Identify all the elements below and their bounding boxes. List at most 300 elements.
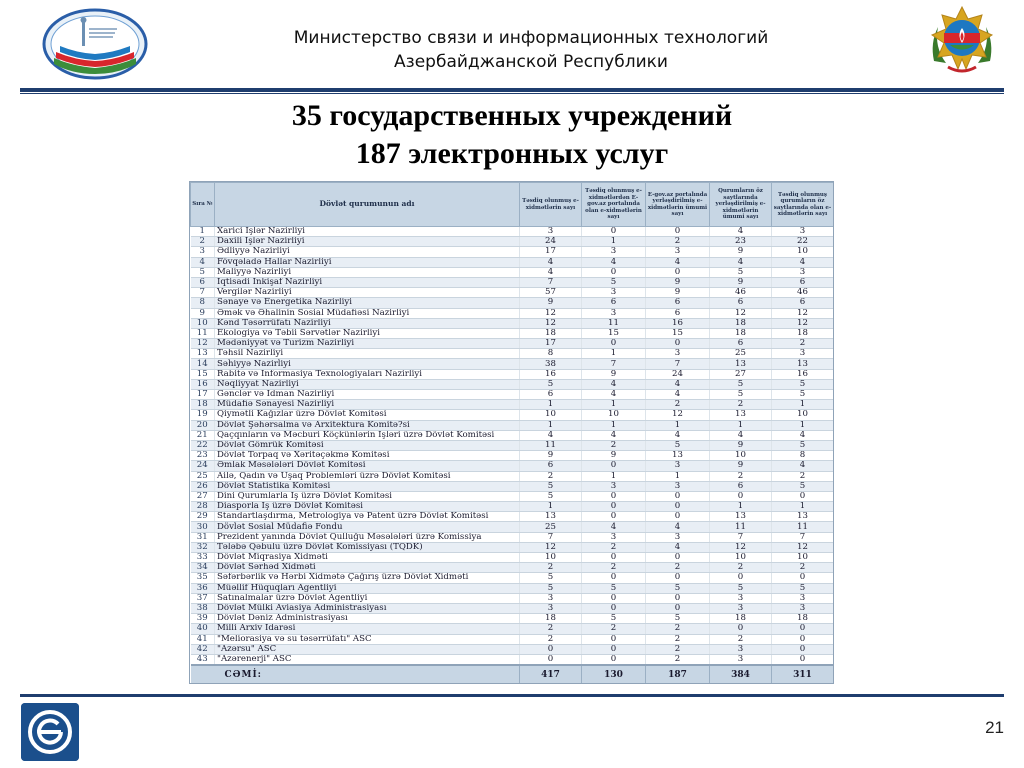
approved-count: 2: [520, 563, 582, 573]
row-index: 14: [191, 359, 215, 369]
approved-count: 5: [520, 583, 582, 593]
table-row: [191, 359, 834, 369]
approved-on-portal-count: 2: [582, 624, 646, 634]
approved-own-sites-count: 3: [772, 593, 834, 603]
approved-own-sites-count: 13: [772, 359, 834, 369]
approved-own-sites-count: 0: [772, 573, 834, 583]
approved-on-portal-count: 0: [582, 512, 646, 522]
own-sites-total-count: 3: [710, 603, 772, 613]
own-sites-total-count: 6: [710, 339, 772, 349]
approved-count: 38: [520, 359, 582, 369]
approved-on-portal-count: 4: [582, 390, 646, 400]
approved-own-sites-count: 5: [772, 583, 834, 593]
agency-name: Səhiyyə Nazirliyi: [215, 359, 520, 369]
approved-on-portal-count: 4: [582, 257, 646, 267]
portal-total-count: 12: [646, 410, 710, 420]
own-sites-total-count: 5: [710, 390, 772, 400]
portal-total-count: 1: [646, 420, 710, 430]
table-header-row: [191, 183, 834, 227]
approved-on-portal-count: 2: [582, 440, 646, 450]
approved-count: 57: [520, 288, 582, 298]
agency-name: Təhsil Nazirliyi: [215, 349, 520, 359]
approved-count: 5: [520, 491, 582, 501]
row-index: 39: [191, 614, 215, 624]
table-row: [191, 277, 834, 287]
approved-on-portal-count: 11: [582, 318, 646, 328]
approved-count: 3: [520, 227, 582, 237]
approved-own-sites-count: 5: [772, 481, 834, 491]
portal-total-count: 3: [646, 532, 710, 542]
approved-count: 2: [520, 471, 582, 481]
portal-total-count: 5: [646, 614, 710, 624]
approved-count: 16: [520, 369, 582, 379]
table-row: [191, 654, 834, 665]
total-approved-own-sites: 311: [772, 665, 834, 684]
approved-count: 9: [520, 451, 582, 461]
agency-name: Satınalmalar üzrə Dövlət Agentliyi: [215, 593, 520, 603]
approved-own-sites-count: 3: [772, 603, 834, 613]
own-sites-total-count: 7: [710, 532, 772, 542]
column-header-name: Dövlət qurumunun adı: [215, 183, 520, 227]
agency-name: Dövlət Şəhərsalma və Arxitektura Komitə?si: [215, 420, 520, 430]
agency-name: Xarici İşlər Nazirliyi: [215, 227, 520, 237]
row-index: 40: [191, 624, 215, 634]
approved-on-portal-count: 0: [582, 553, 646, 563]
agency-name: Vergilər Nazirliyi: [215, 288, 520, 298]
table-row: [191, 603, 834, 613]
total-approved-on-portal: 130: [582, 665, 646, 684]
approved-count: 3: [520, 593, 582, 603]
approved-on-portal-count: 4: [582, 522, 646, 532]
table-row: [191, 267, 834, 277]
row-index: 7: [191, 288, 215, 298]
row-index: 15: [191, 369, 215, 379]
portal-total-count: 2: [646, 634, 710, 644]
own-sites-total-count: 4: [710, 430, 772, 440]
approved-count: 5: [520, 379, 582, 389]
approved-on-portal-count: 1: [582, 420, 646, 430]
portal-total-count: 0: [646, 267, 710, 277]
portal-total-count: 15: [646, 328, 710, 338]
approved-count: 4: [520, 267, 582, 277]
portal-total-count: 6: [646, 308, 710, 318]
portal-total-count: 2: [646, 400, 710, 410]
approved-on-portal-count: 3: [582, 481, 646, 491]
row-index: 33: [191, 553, 215, 563]
portal-total-count: 4: [646, 542, 710, 552]
approved-on-portal-count: 0: [582, 491, 646, 501]
portal-total-count: 3: [646, 349, 710, 359]
table-row: [191, 400, 834, 410]
agency-name: Mədəniyyət və Turizm Nazirliyi: [215, 339, 520, 349]
table-total-row: [191, 665, 834, 684]
ministry-name-line1: Министерство связи и информационных технологий: [293, 28, 769, 48]
portal-total-count: 24: [646, 369, 710, 379]
portal-total-count: 4: [646, 522, 710, 532]
agency-name: Nəqliyyat Nazirliyi: [215, 379, 520, 389]
agency-name: Dövlət Sosial Müdafiə Fondu: [215, 522, 520, 532]
slide-title-line1: 35 государственных учреждений: [291, 99, 733, 132]
table-row: [191, 573, 834, 583]
portal-total-count: 0: [646, 553, 710, 563]
approved-own-sites-count: 10: [772, 247, 834, 257]
portal-total-count: 2: [646, 644, 710, 654]
own-sites-total-count: 0: [710, 491, 772, 501]
approved-count: 7: [520, 277, 582, 287]
table-row: [191, 288, 834, 298]
row-index: 2: [191, 237, 215, 247]
portal-total-count: 6: [646, 298, 710, 308]
approved-own-sites-count: 0: [772, 644, 834, 654]
table-row: [191, 237, 834, 247]
approved-own-sites-count: 1: [772, 420, 834, 430]
portal-total-count: 5: [646, 583, 710, 593]
approved-own-sites-count: 3: [772, 267, 834, 277]
slide-title: [180, 97, 844, 173]
portal-total-count: 13: [646, 451, 710, 461]
approved-on-portal-count: 0: [582, 267, 646, 277]
approved-on-portal-count: 0: [582, 654, 646, 665]
own-sites-total-count: 6: [710, 481, 772, 491]
approved-count: 7: [520, 532, 582, 542]
approved-on-portal-count: 2: [582, 563, 646, 573]
table-row: [191, 532, 834, 542]
approved-count: 18: [520, 328, 582, 338]
portal-total-count: 0: [646, 227, 710, 237]
table-row: [191, 430, 834, 440]
own-sites-total-count: 11: [710, 522, 772, 532]
approved-own-sites-count: 8: [772, 451, 834, 461]
own-sites-total-count: 10: [710, 451, 772, 461]
agency-name: Daxili İşlər Nazirliyi: [215, 237, 520, 247]
own-sites-total-count: 46: [710, 288, 772, 298]
approved-count: 17: [520, 247, 582, 257]
approved-own-sites-count: 10: [772, 553, 834, 563]
agency-name: Dövlət Dəniz Administrasiyası: [215, 614, 520, 624]
portal-total-count: 5: [646, 440, 710, 450]
table-row: [191, 512, 834, 522]
ministry-emblem-icon: [42, 8, 148, 80]
table-row: [191, 471, 834, 481]
table-row: [191, 481, 834, 491]
approved-on-portal-count: 0: [582, 634, 646, 644]
approved-count: 12: [520, 318, 582, 328]
portal-total-count: 7: [646, 359, 710, 369]
total-approved: 417: [520, 665, 582, 684]
footer-rule: [20, 694, 1004, 697]
table-row: [191, 461, 834, 471]
table-row: [191, 227, 834, 237]
own-sites-total-count: 9: [710, 461, 772, 471]
approved-own-sites-count: 0: [772, 634, 834, 644]
table-row: [191, 298, 834, 308]
own-sites-total-count: 13: [710, 512, 772, 522]
row-index: 37: [191, 593, 215, 603]
approved-count: 5: [520, 481, 582, 491]
approved-count: 25: [520, 522, 582, 532]
table-row: [191, 390, 834, 400]
row-index: 28: [191, 502, 215, 512]
row-index: 36: [191, 583, 215, 593]
portal-total-count: 2: [646, 563, 710, 573]
agency-name: "Azərenerji" ASC: [215, 654, 520, 665]
own-sites-total-count: 23: [710, 237, 772, 247]
approved-on-portal-count: 0: [582, 227, 646, 237]
ministry-name-line2: Азербайджанской Республики: [394, 52, 668, 72]
own-sites-total-count: 12: [710, 308, 772, 318]
approved-on-portal-count: 7: [582, 359, 646, 369]
agency-name: Dini Qurumlarla İş üzrə Dövlət Komitəsi: [215, 491, 520, 501]
approved-count: 24: [520, 237, 582, 247]
approved-on-portal-count: 5: [582, 614, 646, 624]
approved-own-sites-count: 5: [772, 440, 834, 450]
total-own-sites: 384: [710, 665, 772, 684]
column-header-approved: Təsdiq olunmuş e-xidmətlərin sayı: [520, 183, 582, 227]
portal-total-count: 0: [646, 339, 710, 349]
approved-own-sites-count: 6: [772, 298, 834, 308]
approved-on-portal-count: 3: [582, 308, 646, 318]
approved-on-portal-count: 0: [582, 603, 646, 613]
row-index: 31: [191, 532, 215, 542]
approved-count: 13: [520, 512, 582, 522]
approved-own-sites-count: 12: [772, 308, 834, 318]
header-rule: [20, 88, 1004, 92]
row-index: 35: [191, 573, 215, 583]
services-table: [190, 182, 834, 684]
table-row: [191, 420, 834, 430]
own-sites-total-count: 4: [710, 227, 772, 237]
row-index: 10: [191, 318, 215, 328]
approved-on-portal-count: 1: [582, 400, 646, 410]
approved-own-sites-count: 6: [772, 277, 834, 287]
approved-count: 2: [520, 624, 582, 634]
agency-name: Milli Arxiv İdarəsi: [215, 624, 520, 634]
own-sites-total-count: 0: [710, 624, 772, 634]
approved-own-sites-count: 18: [772, 614, 834, 624]
approved-own-sites-count: 22: [772, 237, 834, 247]
portal-total-count: 0: [646, 573, 710, 583]
table-row: [191, 369, 834, 379]
agency-name: Standartlaşdırma, Metrologiya və Patent üzrə Dövlət Komitəsi: [215, 512, 520, 522]
own-sites-total-count: 0: [710, 573, 772, 583]
approved-on-portal-count: 9: [582, 451, 646, 461]
approved-own-sites-count: 4: [772, 430, 834, 440]
approved-own-sites-count: 7: [772, 532, 834, 542]
header-rule-thin: [20, 93, 1004, 94]
approved-on-portal-count: 3: [582, 247, 646, 257]
approved-own-sites-count: 16: [772, 369, 834, 379]
own-sites-total-count: 2: [710, 563, 772, 573]
portal-total-count: 4: [646, 379, 710, 389]
slide-title-line2: 187 электронных услуг: [355, 137, 669, 170]
row-index: 32: [191, 542, 215, 552]
agency-name: "Meliorasiya və su təsərrüfatı" ASC: [215, 634, 520, 644]
row-index: 12: [191, 339, 215, 349]
row-index: 38: [191, 603, 215, 613]
agency-name: Prezident yanında Dövlət Qulluğu Məsələləri üzrə Komissiya: [215, 532, 520, 542]
approved-own-sites-count: 11: [772, 522, 834, 532]
portal-total-count: 1: [646, 471, 710, 481]
own-sites-total-count: 10: [710, 553, 772, 563]
portal-total-count: 4: [646, 390, 710, 400]
approved-count: 1: [520, 502, 582, 512]
approved-count: 2: [520, 634, 582, 644]
table-row: [191, 349, 834, 359]
row-index: 8: [191, 298, 215, 308]
approved-count: 1: [520, 400, 582, 410]
row-index: 41: [191, 634, 215, 644]
agency-name: Əmək və Əhalinin Sosial Müdafiəsi Nazirliyi: [215, 308, 520, 318]
agency-name: Tələbə Qəbulu üzrə Dövlət Komissiyası (TQDK): [215, 542, 520, 552]
approved-on-portal-count: 5: [582, 277, 646, 287]
row-index: 21: [191, 430, 215, 440]
agency-name: "Azərsu" ASC: [215, 644, 520, 654]
approved-count: 10: [520, 553, 582, 563]
approved-count: 11: [520, 440, 582, 450]
row-index: 18: [191, 400, 215, 410]
own-sites-total-count: 3: [710, 654, 772, 665]
approved-count: 8: [520, 349, 582, 359]
table-row: [191, 491, 834, 501]
table-row: [191, 563, 834, 573]
own-sites-total-count: 18: [710, 328, 772, 338]
approved-own-sites-count: 4: [772, 461, 834, 471]
agency-name: Dövlət Sərhəd Xidməti: [215, 563, 520, 573]
agency-name: Fövqəladə Hallar Nazirliyi: [215, 257, 520, 267]
own-sites-total-count: 2: [710, 471, 772, 481]
approved-count: 5: [520, 573, 582, 583]
approved-on-portal-count: 10: [582, 410, 646, 420]
row-index: 4: [191, 257, 215, 267]
approved-on-portal-count: 1: [582, 471, 646, 481]
table-row: [191, 583, 834, 593]
portal-total-count: 0: [646, 593, 710, 603]
page-number: 21: [985, 718, 1004, 737]
agency-name: Müəllif Hüquqları Agentliyi: [215, 583, 520, 593]
row-index: 1: [191, 227, 215, 237]
agency-name: Səfərbərlik və Hərbi Xidmətə Çağırış üzrə Dövlət Xidməti: [215, 573, 520, 583]
approved-count: 17: [520, 339, 582, 349]
approved-own-sites-count: 0: [772, 491, 834, 501]
portal-total-count: 2: [646, 654, 710, 665]
approved-count: 0: [520, 644, 582, 654]
own-sites-total-count: 6: [710, 298, 772, 308]
table-row: [191, 328, 834, 338]
approved-on-portal-count: 5: [582, 583, 646, 593]
table-row: [191, 644, 834, 654]
row-index: 30: [191, 522, 215, 532]
row-index: 42: [191, 644, 215, 654]
table-row: [191, 553, 834, 563]
table-row: [191, 379, 834, 389]
table-row: [191, 624, 834, 634]
table-row: [191, 339, 834, 349]
table-row: [191, 247, 834, 257]
table-row: [191, 502, 834, 512]
portal-total-count: 0: [646, 491, 710, 501]
portal-total-count: 3: [646, 247, 710, 257]
approved-on-portal-count: 1: [582, 349, 646, 359]
agency-name: Dövlət Statistika Komitəsi: [215, 481, 520, 491]
approved-count: 18: [520, 614, 582, 624]
approved-count: 6: [520, 461, 582, 471]
portal-total-count: 3: [646, 481, 710, 491]
own-sites-total-count: 9: [710, 277, 772, 287]
portal-total-count: 0: [646, 603, 710, 613]
approved-count: 12: [520, 308, 582, 318]
portal-total-count: 2: [646, 237, 710, 247]
e-gov-logo-icon: [21, 703, 79, 761]
approved-own-sites-count: 10: [772, 410, 834, 420]
table-row: [191, 410, 834, 420]
agency-name: Ədliyyə Nazirliyi: [215, 247, 520, 257]
approved-own-sites-count: 0: [772, 654, 834, 665]
own-sites-total-count: 5: [710, 583, 772, 593]
row-index: 19: [191, 410, 215, 420]
approved-own-sites-count: 1: [772, 502, 834, 512]
agency-name: Sənaye və Energetika Nazirliyi: [215, 298, 520, 308]
column-header-index: Sıra №: [191, 183, 215, 227]
portal-total-count: 0: [646, 502, 710, 512]
total-label: CƏMİ:: [191, 665, 520, 684]
approved-own-sites-count: 12: [772, 542, 834, 552]
approved-on-portal-count: 0: [582, 339, 646, 349]
agency-name: Dövlət Mülki Aviasiya Administrasiyası: [215, 603, 520, 613]
approved-own-sites-count: 46: [772, 288, 834, 298]
portal-total-count: 3: [646, 461, 710, 471]
table-row: [191, 614, 834, 624]
table-row: [191, 257, 834, 267]
row-index: 27: [191, 491, 215, 501]
portal-total-count: 9: [646, 288, 710, 298]
row-index: 23: [191, 451, 215, 461]
own-sites-total-count: 13: [710, 359, 772, 369]
approved-on-portal-count: 0: [582, 573, 646, 583]
agency-name: Rabitə və İnformasiya Texnologiyaları Nazirliyi: [215, 369, 520, 379]
ministry-name: [240, 26, 822, 74]
approved-on-portal-count: 15: [582, 328, 646, 338]
approved-on-portal-count: 6: [582, 298, 646, 308]
row-index: 13: [191, 349, 215, 359]
approved-count: 6: [520, 390, 582, 400]
agency-name: Diasporla İş üzrə Dövlət Komitəsi: [215, 502, 520, 512]
approved-own-sites-count: 3: [772, 349, 834, 359]
approved-own-sites-count: 5: [772, 390, 834, 400]
row-index: 25: [191, 471, 215, 481]
services-table-container: [189, 181, 834, 684]
approved-count: 4: [520, 430, 582, 440]
approved-own-sites-count: 12: [772, 318, 834, 328]
own-sites-total-count: 2: [710, 634, 772, 644]
row-index: 6: [191, 277, 215, 287]
approved-on-portal-count: 9: [582, 369, 646, 379]
approved-own-sites-count: 13: [772, 512, 834, 522]
agency-name: Dövlət Gömrük Komitəsi: [215, 440, 520, 450]
approved-on-portal-count: 3: [582, 288, 646, 298]
own-sites-total-count: 9: [710, 247, 772, 257]
agency-name: Əmlak Məsələləri Dövlət Komitəsi: [215, 461, 520, 471]
approved-count: 4: [520, 257, 582, 267]
approved-on-portal-count: 2: [582, 542, 646, 552]
row-index: 3: [191, 247, 215, 257]
row-index: 34: [191, 563, 215, 573]
approved-on-portal-count: 1: [582, 237, 646, 247]
portal-total-count: 2: [646, 624, 710, 634]
agency-name: Qiymətli Kağızlar üzrə Dövlət Komitəsi: [215, 410, 520, 420]
row-index: 43: [191, 654, 215, 665]
agency-name: Maliyyə Nazirliyi: [215, 267, 520, 277]
row-index: 17: [191, 390, 215, 400]
